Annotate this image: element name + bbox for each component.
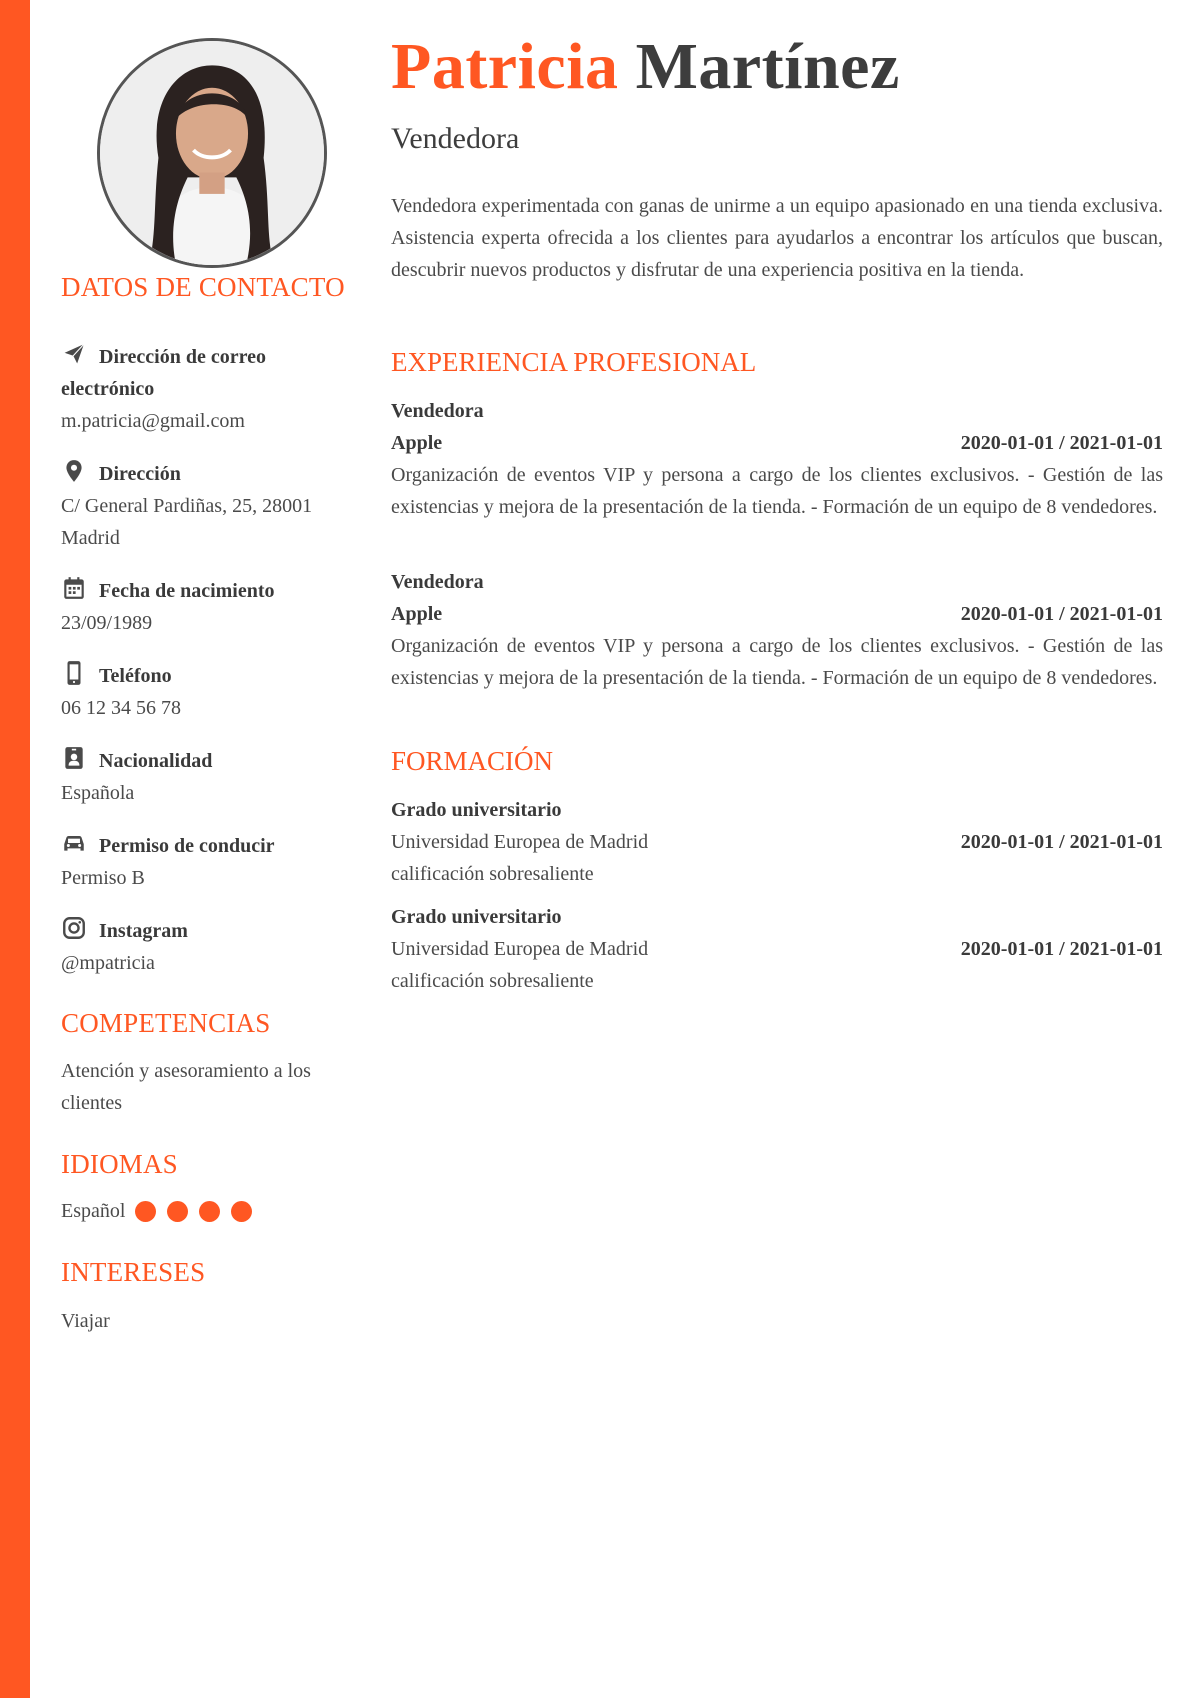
education-degree: Grado universitario: [391, 906, 562, 928]
language-item: [61, 1195, 263, 1227]
instagram-label: Instagram: [99, 920, 188, 942]
experience-company: Apple: [391, 432, 443, 454]
contact-address: [61, 458, 361, 554]
license-value: Permiso B: [61, 867, 145, 889]
map-pin-icon: [61, 458, 87, 484]
languages-heading: IDIOMAS: [61, 1149, 178, 1179]
experience-description: Organización de eventos VIP y persona a cargo de los clientes exclusivos. - Gestión de las existencias y mejora de la presentación de la tienda. - Formación de un equipo de 8 vendedores.: [391, 464, 1163, 518]
language-level-dot: [231, 1201, 252, 1222]
contact-email: [61, 341, 361, 437]
phone-label: Teléfono: [99, 665, 172, 687]
address-value: C/ General Pardiñas, 25, 28001 Madrid: [61, 495, 313, 549]
instagram-value[interactable]: @mpatricia: [61, 952, 155, 974]
education-school: Universidad Europea de Madrid: [391, 831, 649, 853]
interests-heading: INTERESES: [61, 1257, 206, 1287]
skill-item: Atención y asesoramiento a los clientes: [61, 1060, 311, 1114]
interest-item: Viajar: [61, 1310, 110, 1332]
language-level-dot: [167, 1201, 188, 1222]
experience-description: Organización de eventos VIP y persona a cargo de los clientes exclusivos. - Gestión de las existencias y mejora de la presentación de la tienda. - Formación de un equipo de 8 vendedores.: [391, 635, 1163, 689]
id-badge-icon: [61, 745, 87, 771]
contact-birthdate: [61, 575, 361, 639]
language-level-dot: [135, 1201, 156, 1222]
education-heading: FORMACIÓN: [391, 746, 554, 776]
contact-nationality: [61, 745, 361, 809]
birthdate-value: 23/09/1989: [61, 612, 153, 634]
education-entry: [391, 901, 1163, 997]
nationality-value: Española: [61, 782, 135, 804]
language-level-dots: [135, 1201, 263, 1222]
experience-dates: 2020-01-01 / 2021-01-01: [960, 603, 1163, 625]
education-note: calificación sobresaliente: [391, 970, 594, 992]
email-label: Dirección de correo electrónico: [61, 346, 266, 400]
language-level-dot: [199, 1201, 220, 1222]
experience-role: Vendedora: [391, 571, 484, 593]
education-entry: [391, 794, 1163, 890]
first-name: Patricia: [391, 30, 619, 103]
language-name: Español: [61, 1199, 126, 1222]
contact-license: [61, 830, 361, 894]
license-label: Permiso de conducir: [99, 835, 275, 857]
education-degree: Grado universitario: [391, 799, 562, 821]
experience-entry: [391, 566, 1163, 694]
skills-heading: COMPETENCIAS: [61, 1008, 271, 1038]
profile-summary: Vendedora experimentada con ganas de unirme a un equipo apasionado en una tienda exclusiva. Asistencia experta ofrecida a los clientes para ayudarlos a encontrar los artículos que buscan, descubrir nuevos productos y disfrutar de una experiencia positiva en la tienda.: [391, 195, 1163, 281]
profile-photo-illustration: [100, 41, 324, 265]
education-note: calificación sobresaliente: [391, 863, 594, 885]
phone-value[interactable]: 06 12 34 56 78: [61, 697, 181, 719]
full-name: [391, 22, 900, 112]
contact-heading: DATOS DE CONTACTO: [61, 272, 345, 302]
smartphone-icon: [61, 660, 87, 686]
instagram-icon: [61, 915, 87, 941]
experience-entry: [391, 395, 1163, 523]
accent-bar: [0, 0, 30, 1698]
education-dates: 2020-01-01 / 2021-01-01: [960, 938, 1163, 960]
calendar-icon: [61, 575, 87, 601]
last-name: Martínez: [635, 30, 900, 103]
job-title: Vendedora: [391, 122, 520, 155]
experience-role: Vendedora: [391, 400, 484, 422]
address-label: Dirección: [99, 463, 181, 485]
birthdate-label: Fecha de nacimiento: [99, 580, 275, 602]
education-school: Universidad Europea de Madrid: [391, 938, 649, 960]
experience-dates: 2020-01-01 / 2021-01-01: [960, 432, 1163, 454]
car-icon: [61, 830, 87, 856]
paper-plane-icon: [61, 341, 87, 367]
experience-heading: EXPERIENCIA PROFESIONAL: [391, 347, 757, 377]
contact-instagram: [61, 915, 361, 979]
email-value[interactable]: m.patricia@gmail.com: [61, 410, 245, 432]
contact-phone: [61, 660, 361, 724]
education-dates: 2020-01-01 / 2021-01-01: [960, 831, 1163, 853]
experience-company: Apple: [391, 603, 443, 625]
profile-photo: [97, 38, 327, 268]
nationality-label: Nacionalidad: [99, 750, 213, 772]
